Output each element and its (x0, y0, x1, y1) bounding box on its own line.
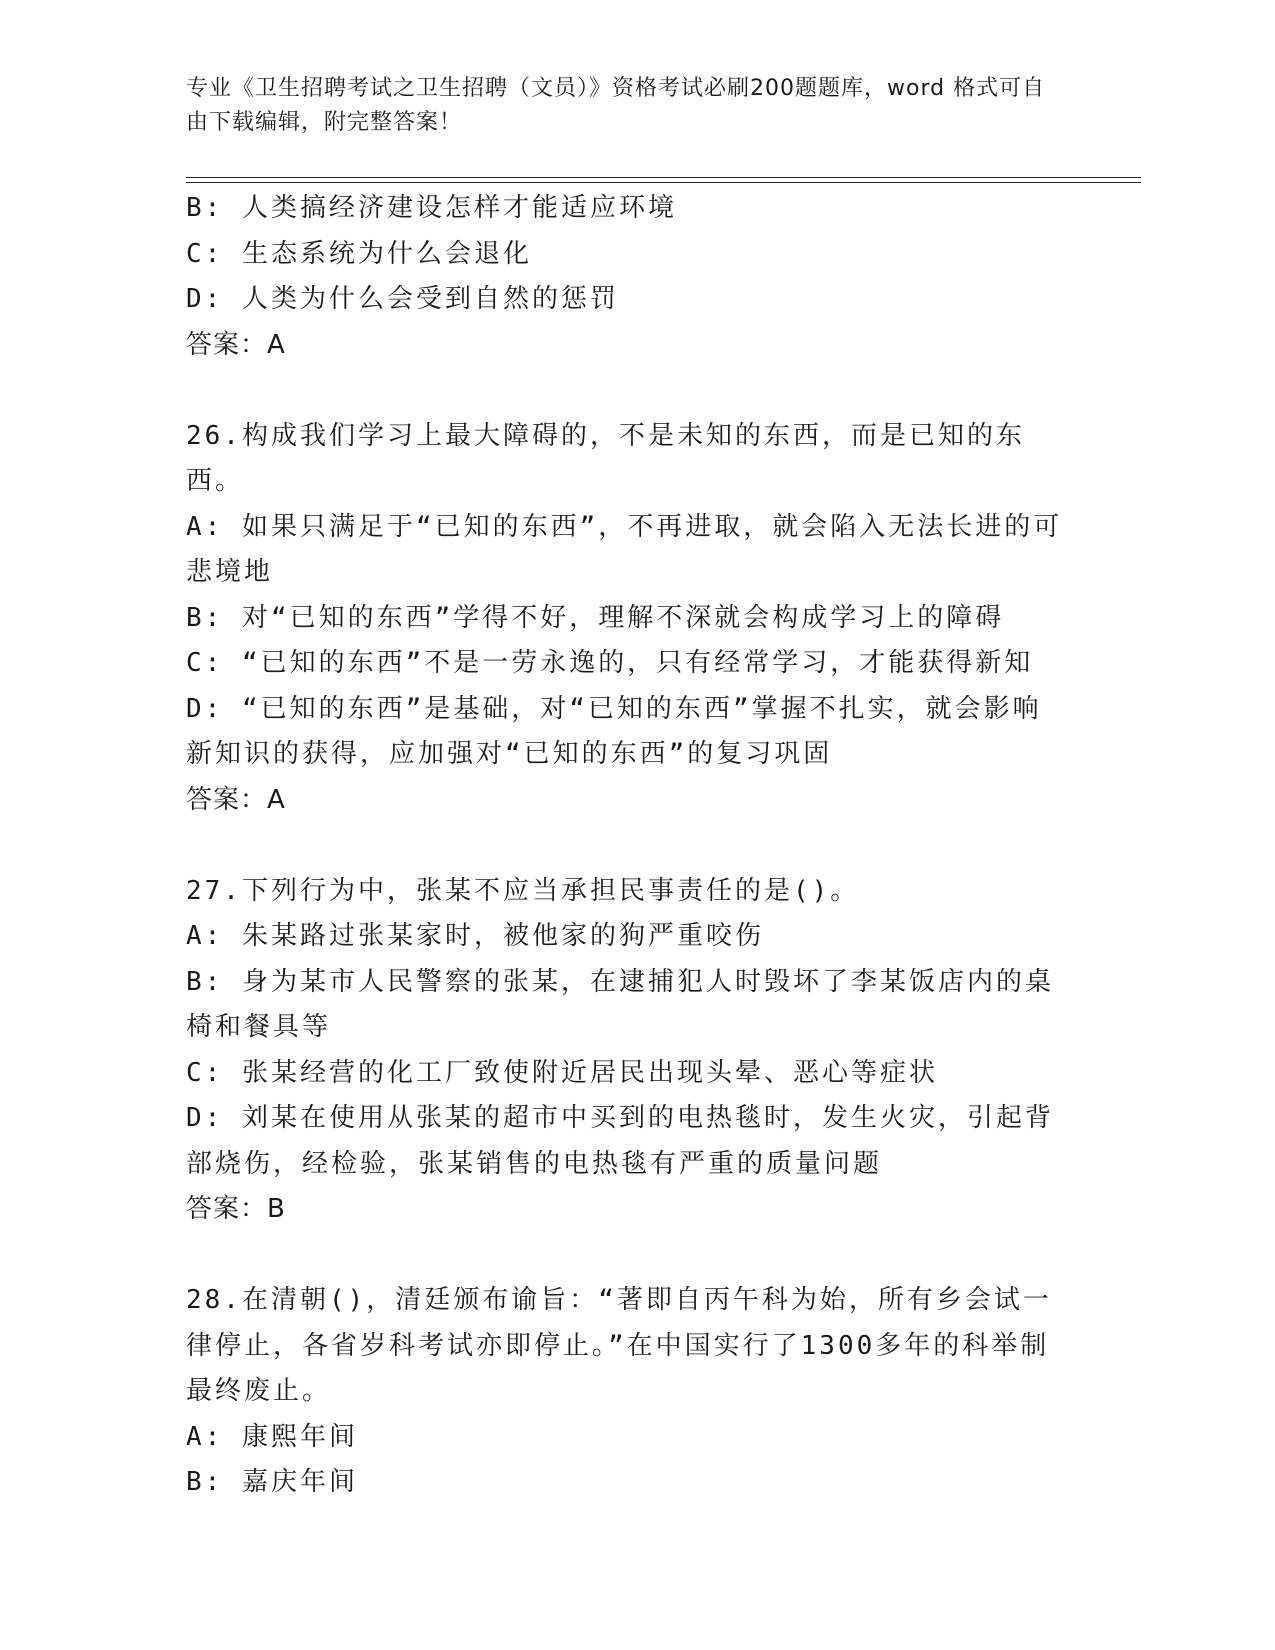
option-b: B: 嘉庆年间 (186, 1467, 358, 1497)
option-d: D: 刘某在使用从张某的超市中买到的电热毯时，发生火灾，引起背部烧伤，经检验，张某销售的电热毯有严重的质量问题 (186, 1103, 1054, 1179)
question-stem: 28.在清朝()，清廷颁布谕旨：“著即自丙午科为始，所有乡会试一律停止，各省岁科考试亦即停止。”在中国实行了1300多年的科举制最终废止。 (186, 1285, 1052, 1406)
option-a: A: 康熙年间 (186, 1421, 358, 1452)
option-b: B: 身为某市人民警察的张某，在逮捕犯人时毁坏了李某饭店内的桌椅和餐具等 (186, 966, 1054, 1042)
answer: 答案：A (186, 784, 286, 815)
answer: 答案：A (186, 329, 286, 360)
spacer (186, 1233, 1066, 1279)
option-d: D: 人类为什么会受到自然的惩罚 (186, 284, 619, 314)
question-stem: 27.下列行为中，张某不应当承担民事责任的是()。 (186, 875, 860, 906)
option-c: C: 生态系统为什么会退化 (186, 238, 532, 269)
option-b: B: 对“已知的东西”学得不好，理解不深就会构成学习上的障碍 (186, 602, 1005, 633)
option-a: A: 如果只满足于“已知的东西”，不再进取，就会陷入无法长进的可悲境地 (186, 511, 1063, 587)
header-divider-bottom (186, 182, 1141, 183)
spacer (186, 823, 1066, 869)
question-block-28 (186, 1278, 1066, 1506)
option-c: C: “已知的东西”不是一劳永逸的，只有经常学习，才能获得新知 (186, 648, 1034, 678)
option-c: C: 张某经营的化工厂致使附近居民出现头晕、恶心等症状 (186, 1057, 938, 1088)
option-b: B: 人类搞经济建设怎样才能适应环境 (186, 193, 677, 223)
document-header: 专业《卫生招聘考试之卫生招聘（文员）》资格考试必刷200题题库，word 格式可自由下载编辑，附完整答案！ (186, 76, 1046, 135)
spacer (186, 368, 1066, 414)
question-content (186, 186, 1066, 1506)
answer: 答案：B (186, 1194, 286, 1224)
option-a: A: 朱某路过张某家时，被他家的狗严重咬伤 (186, 921, 764, 951)
question-stem: 26.构成我们学习上最大障碍的，不是未知的东西，而是已知的东西。 (186, 420, 1025, 496)
header-divider-top (186, 177, 1141, 178)
question-block-26 (186, 414, 1066, 824)
option-d: D: “已知的东西”是基础，对“已知的东西”掌握不扎实，就会影响新知识的获得，应加强对“已知的东西”的复习巩固 (186, 693, 1042, 769)
question-block-prev (186, 186, 1066, 368)
question-block-27 (186, 869, 1066, 1233)
